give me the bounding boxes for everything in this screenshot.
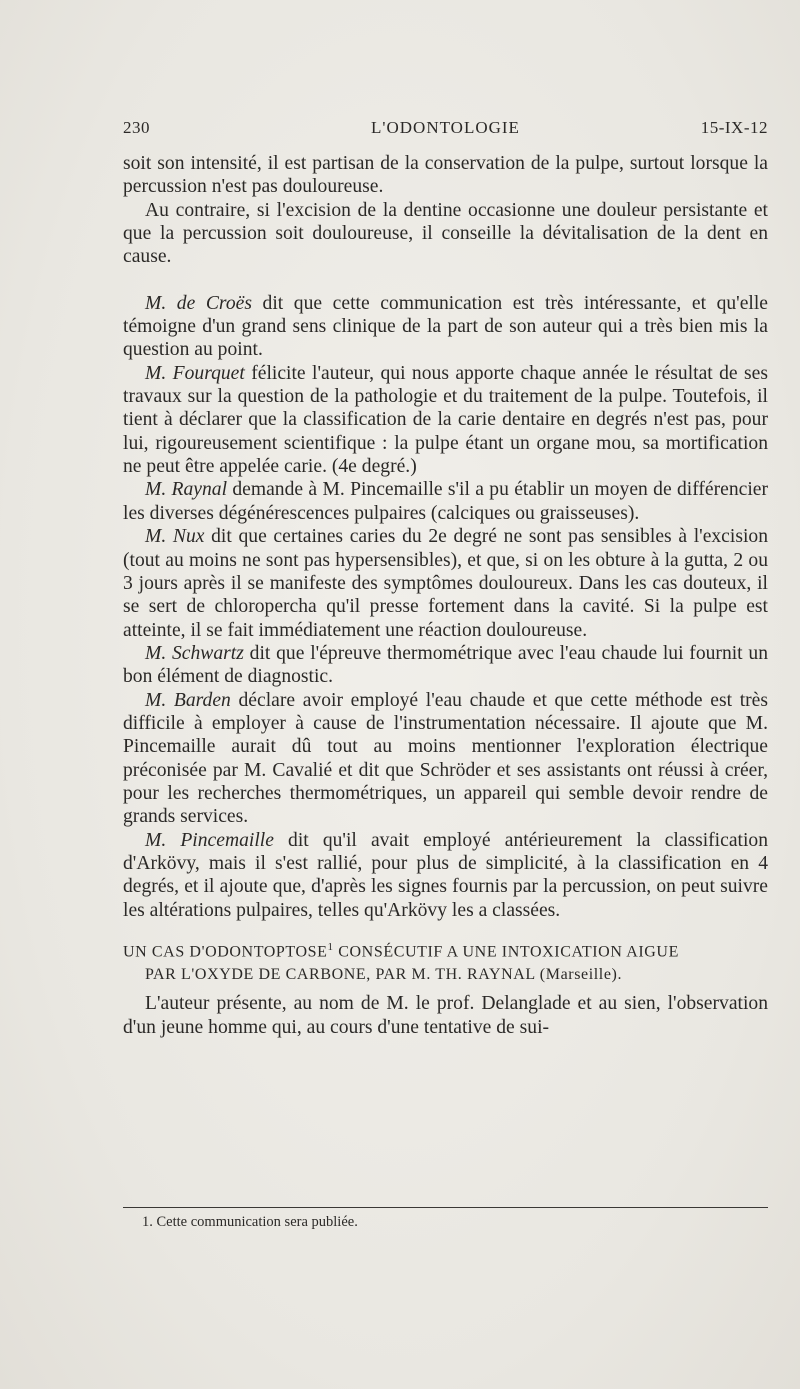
speaker-name: M. Raynal (145, 479, 228, 501)
paragraph-text: L'auteur présente, au nom de M. le prof. Delanglade et au sien, l'observation d'un jeune homme qui, au cours d'une tentative de sui- (123, 993, 768, 1038)
section-title-line1-rest: CONSÉCUTIF A UNE INTOXICATION AIGUE (333, 943, 679, 961)
speaker-name: M. Fourquet (145, 362, 245, 384)
speaker-name: M. Nux (145, 526, 205, 548)
section-title (123, 936, 768, 986)
paragraph (123, 478, 768, 525)
paragraph-text: dit qu'il avait employé antérieurement la classification d'Arkövy, mais il s'est rallié, pour plus de simplicité, à la classification en 4 degrés, et il ajoute que, d'après les signes fournis par la percussion, on peut suivre les altérations pulpaires, telles qu'Arkövy les a classées. (123, 829, 768, 921)
speaker-name: M. Schwartz (145, 642, 244, 664)
paragraph (123, 152, 768, 199)
paragraph-text: déclare avoir employé l'eau chaude et que cette méthode est très difficile à employer à cause de l'instrumentation nécessaire. Il ajoute que M. Pincemaille aurait dû tout au moins mentionner l'exploration électrique préconisée par M. Cavalié et dit que Schröder et ses assistants ont réussi à créer, pour les recherches thermométriques, un appareil qui semble devoir rendre de grands services. (123, 689, 768, 828)
speaker-name: M. Pincemaille (145, 829, 274, 851)
footnote-mark: 1 (327, 941, 334, 953)
paragraph-text: félicite l'auteur, qui nous apporte chaque année le résultat de ses travaux sur la question de la pathologie et du traitement de la pulpe. Toutefois, il tient à déclarer que la classification de la carie dentaire en degrés n'est pas, pour lui, rigoureusement scientifique : la pulpe étant un organe mou, sa mortification ne peut être appelée carie. (4e degré.) (123, 362, 768, 478)
speaker-name: M. Barden (145, 689, 231, 711)
section-title-line1: UN CAS D'ODONTOPTOSE (123, 943, 328, 961)
paragraph-text: demande à M. Pincemaille s'il a pu établir un moyen de différencier les diverses dégénérescences pulpaires (calciques ou graisseuses). (123, 479, 768, 524)
issue-date: 15-IX-12 (700, 118, 768, 137)
paragraph (123, 829, 768, 922)
footnote-divider (123, 1207, 768, 1208)
journal-title: L'ODONTOLOGIE (371, 118, 520, 137)
paragraph-text: dit que cette communication est très intéressante, et qu'elle témoigne d'un grand sens clinique de la part de son auteur qui a très bien mis la question au point. (123, 292, 768, 361)
paragraph-text: Au contraire, si l'excision de la dentine occasionne une douleur persistante et que la percussion soit douloureuse, il conseille la dévitalisation de la dent en cause. (123, 199, 768, 268)
paragraph (123, 642, 768, 689)
page-number: 230 (123, 118, 150, 137)
paragraph (123, 199, 768, 269)
paragraph-text: dit que certaines caries du 2e degré ne sont pas sensibles à l'excision (tout au moins ne sont pas hypersensibles), et que, si on les obture à la gutta, 2 ou 3 jours après il se manifeste des symptômes douloureux. Dans les cas douteux, il se sert de chloropercha qu'il presse fortement dans la cavité. Si la pulpe est atteinte, il se fait immédiatement une réaction douloureuse. (123, 526, 768, 641)
paragraph-text: soit son intensité, il est partisan de la conservation de la pulpe, surtout lorsque la percussion n'est pas douloureuse. (123, 153, 768, 198)
section-title-line2: PAR L'OXYDE DE CARBONE, PAR M. TH. RAYNAL (Marseille). (145, 966, 623, 984)
paragraph (123, 689, 768, 829)
running-header (123, 118, 768, 144)
speaker-name: M. de Croës (145, 292, 252, 314)
text-body (123, 152, 768, 1039)
paragraph-text: dit que l'épreuve thermométrique avec l'eau chaude lui fournit un bon élément de diagnostic. (123, 642, 769, 688)
paragraph (123, 525, 768, 642)
paragraph (123, 992, 768, 1039)
paragraph (123, 292, 768, 362)
paragraph (123, 362, 768, 479)
footnote: 1. Cette communication sera publiée. (142, 1214, 358, 1230)
